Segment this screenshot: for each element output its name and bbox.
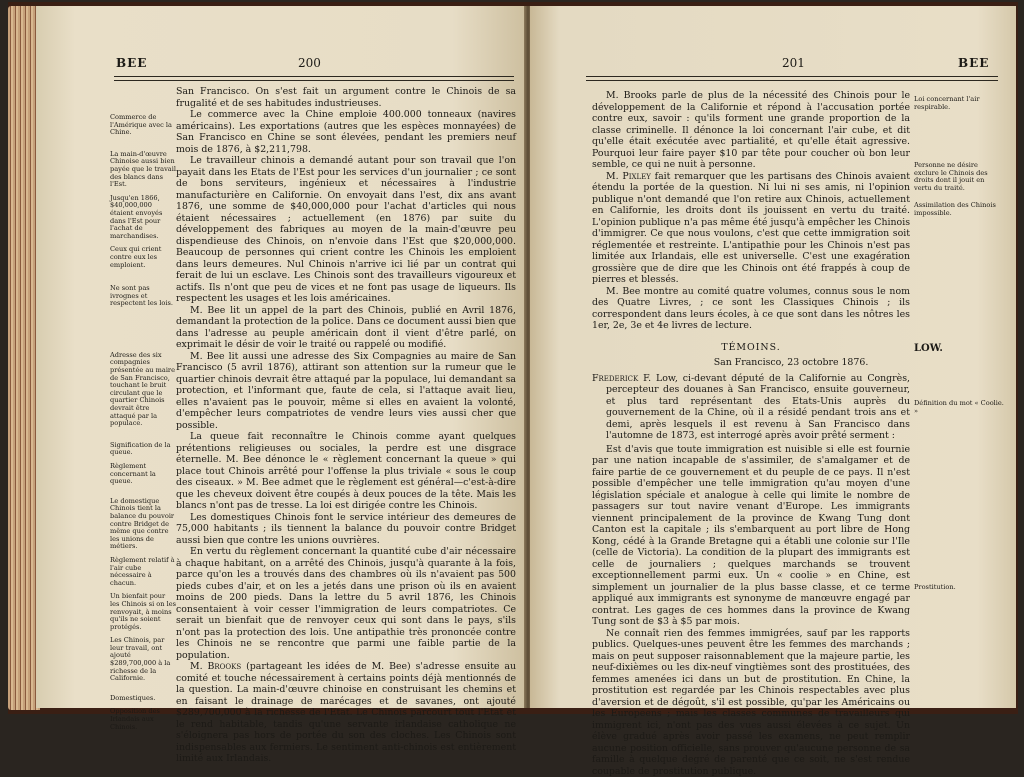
margin-note: Opposition des Irlandais aux Chinois.: [110, 708, 176, 731]
witness-intro: Frederick F. Low, ci-devant député de la Californie au Congrès, percepteur des douanes à San Francisco, ensuite gouverneur, et plus tard représentant des Etats-Unis auprès du gouvernement de la Chine, où il a résidé pendant trois ans et demi, après lesquels il est revenu à San Francisco dans l'automne de 1873, est interrogé après avoir prêté serment :: [592, 373, 910, 442]
margin-note: Un bienfait pour les Chinois si on les renvoyait, à moins qu'ils ne soient protégés.: [110, 593, 176, 631]
margin-note: Ceux qui crient contre eux les emploient.: [110, 246, 176, 269]
margin-note: Jusqu'en 1866, $40,000,000 étaient envoyés dans l'Est pour l'achat de marchandises.: [110, 195, 176, 241]
witness-name: LOW.: [914, 343, 943, 354]
header-rule-right-thin: [586, 80, 998, 81]
margin-note: Règlement relatif à l'air cube nécessaire à chacun.: [110, 557, 176, 587]
margin-note: Personne ne désire exclure le Chinois des droits dont il jouit en vertu du traité.: [914, 162, 1004, 192]
right-body-text: [592, 90, 910, 777]
margin-note: Définition du mot « Coolie. »: [914, 400, 1004, 415]
margin-note: Signification de la queue.: [110, 442, 176, 457]
witness-testimony: Est d'avis que toute immigration est nuisible si elle est fournie par une nation incapable de s'assimiler, de s'amalgamer et de faire partie de ce gouvernement et du peuple de ce pays. Il n'est possible d'empêcher une telle immigration qu'au moyen d'une législation spéciale et analogue à celle qui limite le nombre de passagers sur tout navire venant d'Europe. Les immigrants viennent principalement de la province de Kwang Tung dont Canton est la capitale ; ils s'embarquent au port libre de Hong Kong, cédé à la Grande Bretagne qui a établi une colonie sur l'Ile (celle de Victoria). La condition de la plupart des immigrants est celle de journaliers ; quelques marchands se trouvent exceptionnellement parmi eux. Un « coolie » en Chine, est simplement un journalier de la plus basse classe, et ce terme appliqué aux immigrants est synonyme de manœuvre engagé par contrat. Les gages de ces hommes dans la province de Kwang Tung sont de $3 à $5 par mois. Ne connaît rien des femmes immigrées, sauf par les rapports publics. Quelques-unes peuvent être les femmes des marchands ; mais on peut supposer raisonnablement que la majeure partie, les neuf-dixièmes ou les dix-neuf vingtièmes sont des prostituées, des femmes amenées ici dans un but de prostitution. En Chine, la prostitution est regardée par les Chinois respectables avec plus d'aversion et de dégoût, s'il est possible, qu'par les Américains ou les Européens ; mais les classes communes de travailleurs qui immigrent ici, n'ont pas des vues aussi élevées à ce sujet. Un élève gradué après avoir passé les examens, ne peut remplir aucune position officielle, sans prouver qu'aucune personne de sa famille à quelque degré de parenté que ce soit, ne s'est rendue coupable de prostitution publique.: [592, 444, 910, 777]
margin-note: Ne sont pas ivrognes et respectent les lois.: [110, 285, 176, 308]
margin-note: La main-d'œuvre Chinoise aussi bien payée que le travail des blancs dans l'Est.: [110, 151, 176, 189]
running-head-right: BEE: [958, 56, 989, 70]
running-head-left: BEE: [116, 56, 147, 70]
margin-notes-left: [110, 114, 176, 737]
margin-note: Commerce de l'Amérique avec la Chine.: [110, 114, 176, 137]
right-body-intro: M. Brooks parle de plus de la nécessité des Chinois pour le développement de la Californie et répond à l'accusation portée contre eux, savoir : qu'ils forment une grande proportion de la classe criminelle. Il dénonce la loi concernant l'air cube, et dit qu'elle était exécutée avec partialité, et qu'elle était agressive. Pourquoi leur faire payer $10 par tête pour coucher où bon leur semble, ce qui ne nuit à personne. M. Pixley fait remarquer que les partisans des Chinois avaient étendu la portée de la question. Ni lui ni ses amis, ni l'opinion publique n'ont demandé que l'on retire aux Chinois, actuellement en Californie, les droits dont ils jouissent en vertu du traité. L'opinion publique n'a pas même été jusqu'à empêcher les Chinois d'immigrer. Ce que nous voulons, c'est que cette immigration soit réglementée et restreinte. L'antipathie pour les Chinois n'est pas limitée aux Irlandais, elle est universelle. C'est une exagération grossière que de dire que les Chinois ont été frappés à coup de pierres et blessés. M. Bee montre au comité quatre volumes, connus sous le nom des Quatre Livres, ; ce sont les Classiques Chinois ; ils correspondent dans leurs écoles, à ce que sont dans les nôtres les 1er, 2e, 3e et 4e livres de lecture.: [592, 90, 910, 332]
margin-note: Les Chinois, par leur travail, ont ajouté $289,700,000 à la richesse de la Californie.: [110, 637, 176, 683]
margin-note: Adresse des six compagnies présentée au maire de San Francisco, touchant le bruit circulant que le quartier Chinois devrait être attaqué par la populace.: [110, 352, 176, 428]
margin-note: Assimilation des Chinois impossible.: [914, 202, 1004, 217]
date-line: San Francisco, 23 octobre 1876.: [592, 357, 910, 369]
left-page: [36, 6, 526, 708]
header-rule-left: [114, 76, 514, 77]
page-number-right: 201: [782, 56, 805, 70]
section-title: TÉMOINS.: [592, 342, 910, 354]
margin-note: Règlement concernant la queue.: [110, 463, 176, 486]
right-page: [530, 6, 1016, 708]
header-rule-right: [586, 76, 998, 77]
margin-note: Prostitution.: [914, 584, 1004, 592]
header-rule-left-thin: [114, 80, 514, 81]
margin-note: Domestiques.: [110, 695, 176, 703]
margin-note: Le domestique Chinois tient la balance du pouvoir contre Bridget de même que contre les unions de métiers.: [110, 498, 176, 551]
left-body-text: San Francisco. On s'est fait un argument contre le Chinois de sa frugalité et de ses habitudes industrieuses. Le commerce avec la Chine emploie 400.000 tonneaux (navires américains). Les exportations (autres que les espèces monnayées) de San Francisco en Chine se sont élevées, pendant les premiers neuf mois de 1876, à $2,211,798. Le travailleur chinois a demandé autant pour son travail que l'on payait dans les Etats de l'Est pour les services d'un journalier ; ce sont de bons serviteurs, ingénieux et nécessaires à l'industrie manufacturière en Californie. On envoyait dans l'est, dix ans avant 1876, une somme de $40,000,000 pour l'achat d'articles qui nous étaient nécessaires ; actuellement (en 1876) par suite du développement des fabriques au moyen de la main-d'œuvre peu dispendieuse des Chinois, on n'envoie dans l'Est que $20,000,000. Beaucoup de personnes qui crient contre les Chinois les emploient dans leurs demeures. Nul Chinois n'arrive ici lié par un contrat qui ferait de lui un esclave. Les Chinois sont des travailleurs vigoureux et actifs. Ils n'ont que peu de vices et ne font pas usage de liqueurs. Ils respectent les usages et les lois américaines. M. Bee lit un appel de la part des Chinois, publié en Avril 1876, demandant la protection de la police. Dans ce document aussi bien que dans l'adresse au peuple américain dont il vient d'être parlé, on exprimait le désir de voir le traité ou rappelé ou modifié. M. Bee lit aussi une adresse des Six Compagnies au maire de San Francisco (5 avril 1876), attirant son attention sur la rumeur que le quartier chinois devrait être attaqué par la populace, lui demandant sa protection, et l'informant que, faute de cela, si l'attaque avait lieu, elles n'avaient pas le pouvoir, même si elles en avaient la volonté, d'empêcher leurs compatriotes de vendre leurs vies aussi cher que possible. La queue fait reconnaître le Chinois comme ayant quelques prétentions religieuses ou sociales, la perdre est une disgrace éternelle. M. Bee dénonce le « règlement concernant la queue » qui place tout Chinois arrêté pour l'offense la plus triviale « sous le coup des ciseaux. » M. Bee admet que le règlement est général—c'est-à-dire que les cheveux doivent être coupés à deux pouces de la tête. Mais les blancs n'ont pas de tresse. La loi est dirigée contre les Chinois. Les domestiques Chinois font le service intérieur des demeures de 75,000 habitants ; ils tiennent la balance du pouvoir contre Bridget aussi bien que contre les unions ouvrières. En vertu du règlement concernant la quantité cube d'air nécessaire à chaque habitant, on a arrêté des Chinois, jusqu'à quarante à la fois, parce qu'on les a trouvés dans des chambres où ils n'avaient pas 500 pieds cubes d'air, et on les a jetés dans une prison où ils en avaient moins de 200 pieds. Dans la lettre du 5 avril 1876, les Chinois consentaient à voir cesser l'immigration de leurs compatriotes. Ce serait un bienfait que de renvoyer ceux qui sont dans le pays, s'ils n'ont pas la protection des lois. Une antipathie très prononcée contre les Chinois ne se rencontre que parmi une faible partie de la population. M. Brooks (partageant les idées de M. Bee) s'adresse ensuite au comité et touche nécessairement à certains points déjà mentionnés de la question. La main-d'œuvre chinoise en construisant les chemins et en faisant le drainage de marécages et de savanes, ont ajouté $289,700,000 à la richesse de l'Etat. Le Chinois parcourt tout l'Etat et le rend habitable, tandis qu'une servante irlandaise catholique ne s'éloignera pas hors de portée du son des cloches. Les Chinois sont indispensables aux fermiers. Le sentiment anti-chinois est entièrement limité aux Irlandais.: [176, 86, 516, 765]
margin-note: Loi concernant l'air respirable.: [914, 96, 1004, 111]
page-number-left: 200: [298, 56, 321, 70]
